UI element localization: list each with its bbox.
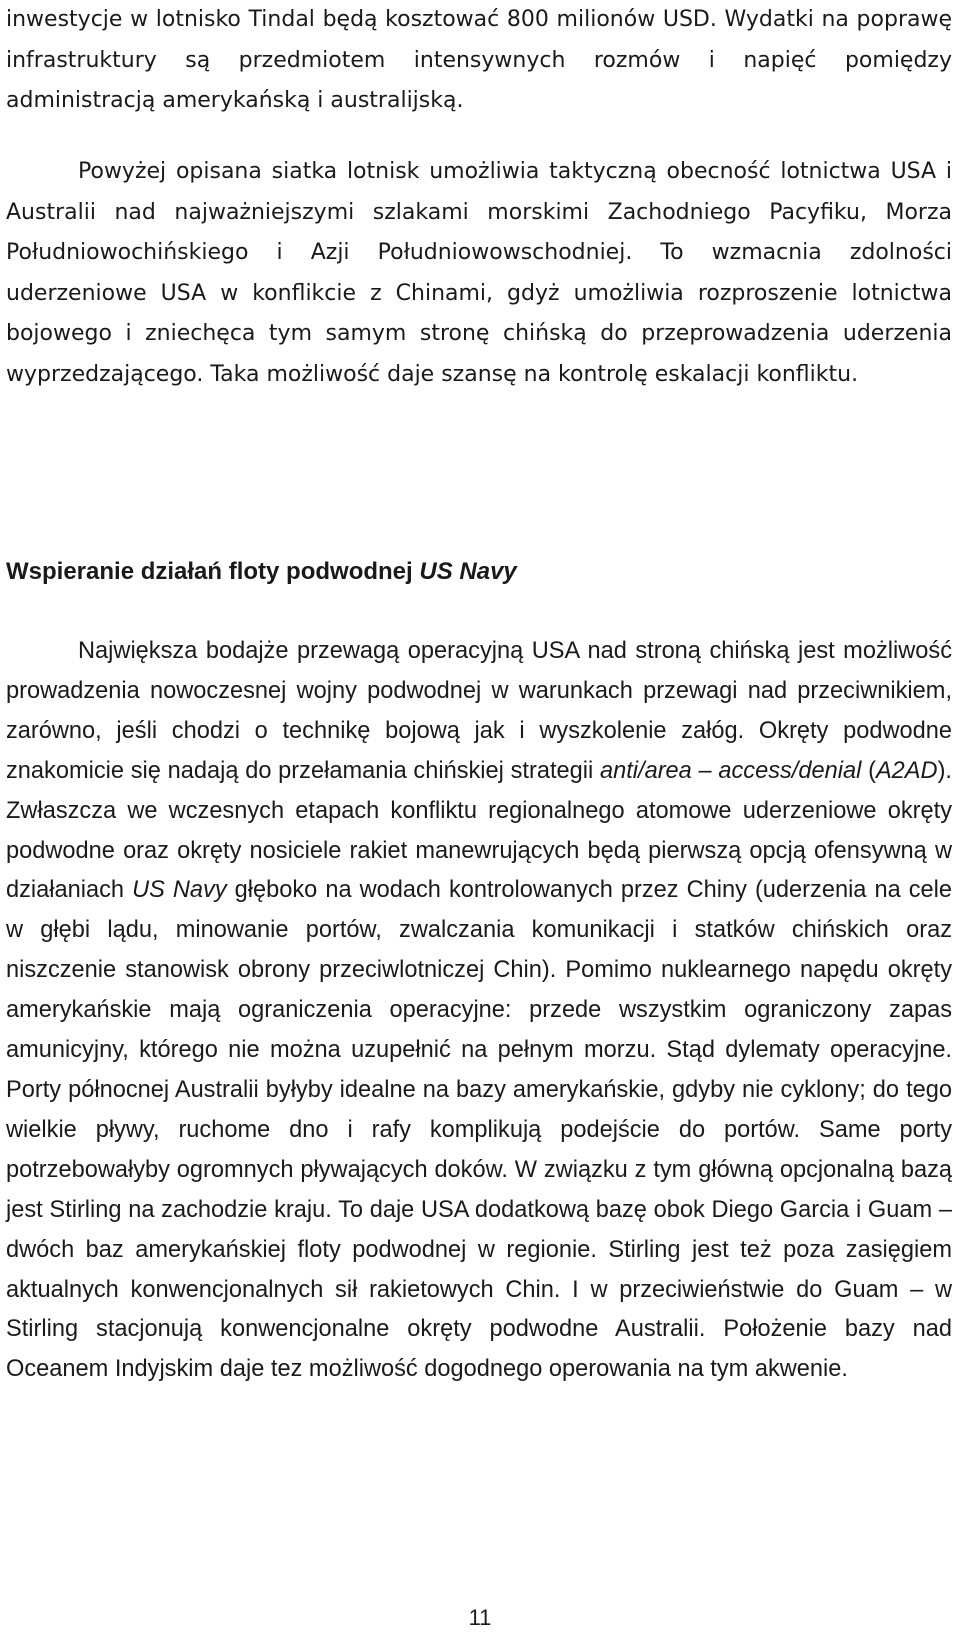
section-heading-emphasis: US Navy [419,558,517,585]
section-heading-text: Wspieranie działań floty podwodnej [6,558,420,585]
paragraph-text-segment: ( [861,757,876,784]
section-heading [6,552,517,592]
paragraph-italic-segment: anti/area – access/denial [599,757,862,784]
paragraph-italic-segment: US Navy [132,877,227,904]
paragraph-text-segment: Największa bodajże przewagą operacyjną USA nad stroną chińską jest możliwość prowadzenia nowoczesnej wojny podwodnej w warunkach przewagi nad przeciwnikiem, zarówno, jeśli chodzi o technikę bojową jak i wyszkolenie załóg. Okręty podwodne znakomicie się nadają do przełamania chińskiej strategii [6,638,952,784]
paragraph-text-segment: ). Zwłaszcza we wczesnych etapach konfliktu regionalnego atomowe uderzeniowe okręty podwodne oraz okręty nosiciele rakiet manewrujących będą pierwszą opcją ofensywną w działaniach [6,757,952,904]
paragraph-intro: inwestycje w lotnisko Tindal będą kosztować 800 milionów USD. Wydatki na poprawę infrastruktury są przedmiotem intensywnych rozmów i napięć pomiędzy administracją amerykańską i australijską. [6,7,952,113]
paragraph-italic-segment: A2AD [875,757,938,784]
paragraph-airfield-network: Powyżej opisana siatka lotnisk umożliwia taktyczną obecność lotnictwa USA i Australii nad najważniejszymi szlakami morskimi Zachodniego Pacyfiku, Morza Południowochińskiego i Azji Południowowschodniej. To wzmacnia zdolności uderzeniowe USA w konflikcie z Chinami, gdyż umożliwia rozproszenie lotnictwa bojowego i zniechęca tym samym stronę chińską do przeprowadzenia uderzenia wyprzedzającego. Taka możliwość daje szansę na kontrolę eskalacji konfliktu. [6,159,952,387]
page-number: 11 [468,1605,492,1630]
paragraph-text-segment: głęboko na wodach kontrolowanych przez Chiny (uderzenia na cele w głębi lądu, minowanie portów, zwalczania komunikacji i statków chińskich oraz niszczenie stanowisk obrony przeciwlotniczej Chin). Pomimo nuklearnego napędu okręty amerykańskie mają ograniczenia operacyjne: przede wszystkim ograniczony zapas amunicyjny, którego nie można uzupełnić na pełnym morzu. Stąd dylematy operacyjne. Porty północnej Australii byłyby idealne na bazy amerykańskie, gdyby nie cyklony; do tego wielkie pływy, ruchome dno i rafy komplikują podejście do portów. Same porty potrzebowałyby ogromnych pływających doków. W związku z tym główną opcjonalną bazą jest Stirling na zachodzie kraju. To daje USA dodatkową bazę obok Diego Garcia i Guam – dwóch baz amerykańskiej floty podwodnej w regionie. Stirling jest też poza zasięgiem aktualnych konwencjonalnych sił rakietowych Chin. I w przeciwieństwie do Guam – w Stirling stacjonują konwencjonalne okręty podwodne Australii. Położenie bazy nad Oceanem Indyjskim daje tez możliwość dogodnego operowania na tym akwenie. [6,877,953,1383]
paragraph-submarine-advantage [6,632,952,1390]
